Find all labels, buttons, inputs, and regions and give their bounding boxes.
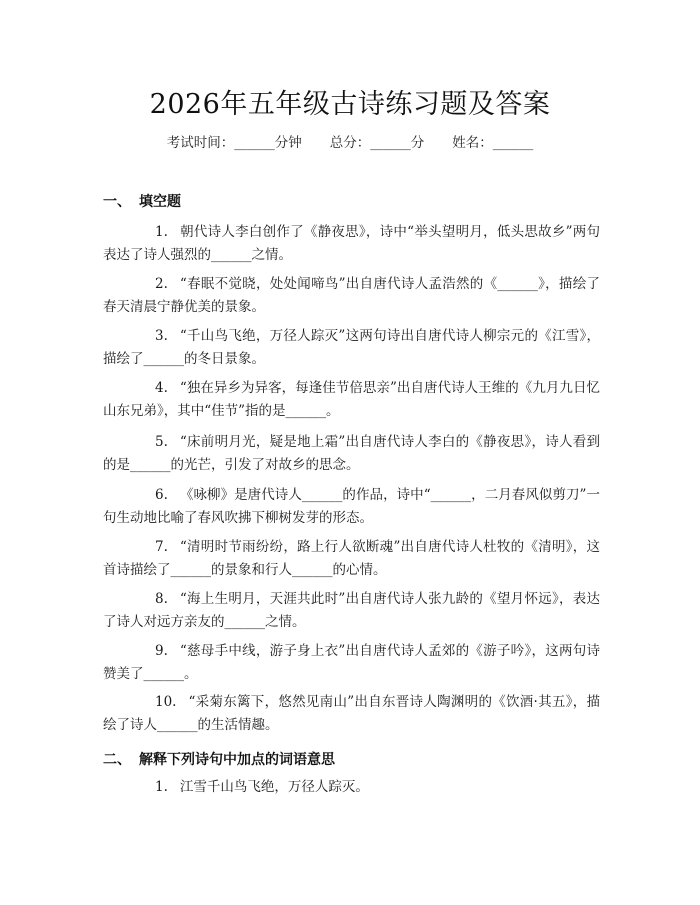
question-item [103,776,600,799]
question-number: 6. [155,487,168,503]
question-number: 10. [155,694,177,710]
section-title: 填空题 [139,194,181,210]
exam-time-label: 考试时间：______分钟 [166,135,302,151]
question-number: 4. [155,380,168,396]
question-text: “采菊东篱下，悠然见南山”出自东晋诗人陶渊明的《饮酒·其五》，描绘了诗人______的生活情趣。 [103,694,600,733]
question-text: “清明时节雨纷纷，路上行人欲断魂”出自唐代诗人杜牧的《清明》，这首诗描绘了______的景象和行人______的心情。 [103,539,600,578]
question-number: 9. [155,643,168,659]
question-item [103,691,600,737]
question-text: 朝代诗人李白创作了《静夜思》，诗中“举头望明月，低头思故乡”两句表达了诗人强烈的______之情。 [103,224,600,263]
question-number: 1. [155,779,168,795]
question-item [103,273,600,319]
exam-meta-line [0,131,700,151]
section-number: 一、 [103,194,131,210]
question-number: 7. [155,539,168,555]
question-number: 1. [155,224,168,240]
question-text: 《咏柳》是唐代诗人______的作品，诗中“______，二月春风似剪刀”一句生动地比喻了春风吹拂下柳树发芽的形态。 [103,487,600,526]
section-heading-fill-blanks [103,191,181,211]
page-title: 2026年五年级古诗练习题及答案 [149,89,551,120]
question-text: 江雪千山鸟飞绝，万径人踪灭。 [179,779,369,795]
question-item [103,431,600,477]
question-text: “海上生明月，天涯共此时”出自唐代诗人张九龄的《望月怀远》，表达了诗人对远方亲友的______之情。 [103,591,600,630]
question-item [103,640,600,686]
question-number: 3. [155,328,168,344]
section-title: 解释下列诗句中加点的词语意思 [139,752,335,768]
question-text: “床前明月光，疑是地上霜”出自唐代诗人李白的《静夜思》，诗人看到的是______的光芒，引发了对故乡的思念。 [103,434,600,473]
total-score-label: 总分：______分 [329,135,425,151]
question-item [103,536,600,582]
question-item [103,588,600,634]
question-item [103,484,600,530]
question-text: “慈母手中线，游子身上衣”出自唐代诗人孟郊的《游子吟》，这两句诗赞美了______。 [103,643,600,682]
question-item [103,221,600,267]
question-item [103,377,600,423]
question-text: “春眠不觉晓，处处闻啼鸟”出自唐代诗人孟浩然的《______》，描绘了春天清晨宁静优美的景象。 [103,276,600,315]
question-number: 8. [155,591,168,607]
student-name-label: 姓名：______ [452,135,534,151]
question-number: 2. [155,276,168,292]
section-heading-word-meaning [103,749,335,769]
question-text: “独在异乡为异客，每逢佳节倍思亲”出自唐代诗人王维的《九月九日忆山东兄弟》，其中“佳节”指的是______。 [103,380,600,419]
question-text: “千山鸟飞绝，万径人踪灭”这两句诗出自唐代诗人柳宗元的《江雪》，描绘了______的冬日景象。 [103,328,600,367]
question-number: 5. [155,434,168,450]
question-item [103,325,600,371]
section-number: 二、 [103,752,131,768]
